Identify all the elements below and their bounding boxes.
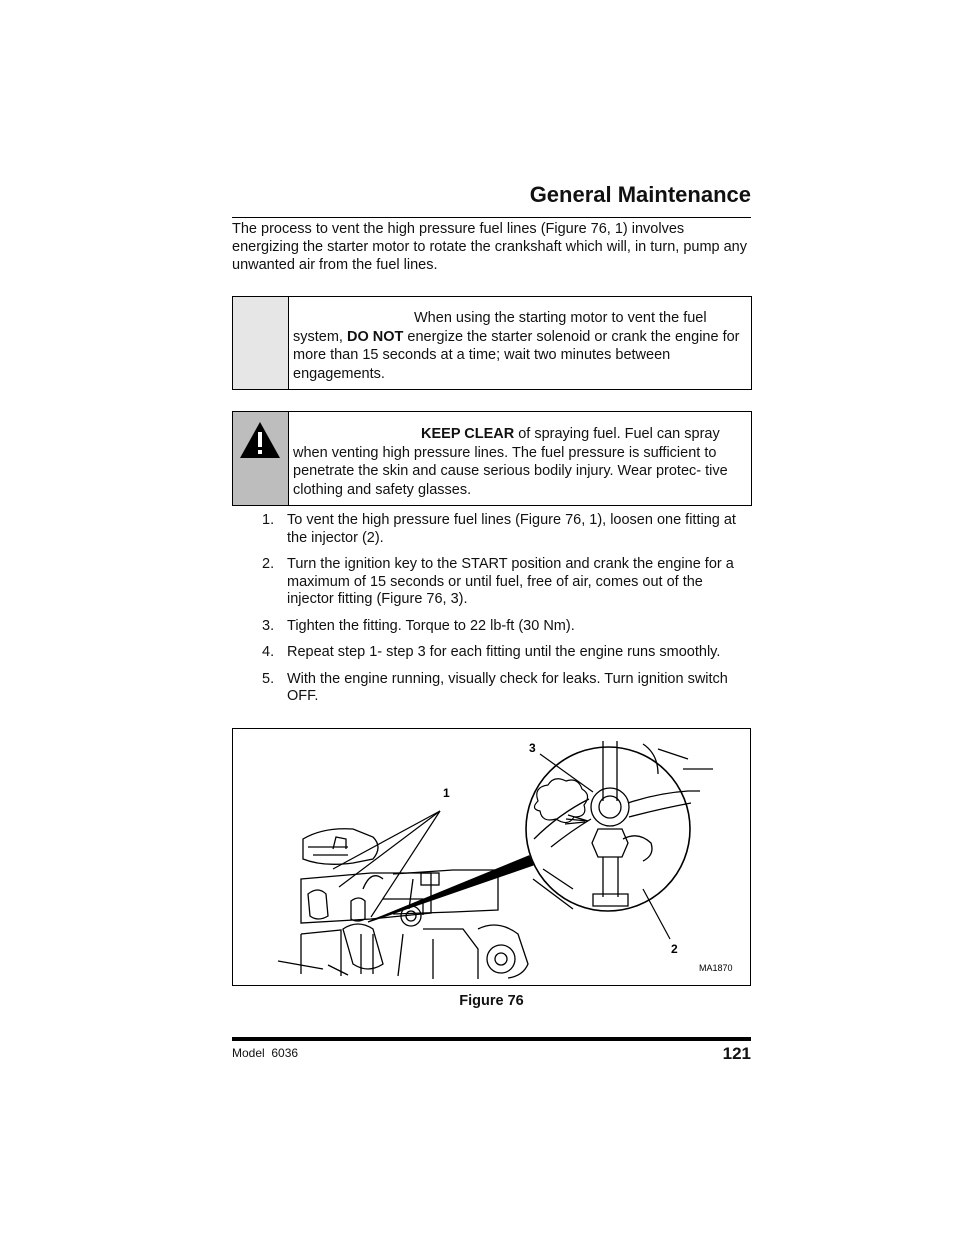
list-item: 2. Turn the ignition key to the START position and crank the engine for a maximum of 15 seconds or until fuel, free of air, comes out of the injector fitting (Figure 76, 3). [262, 556, 734, 607]
important-emphasis: DO NOT [346, 328, 404, 345]
warning-rest: of spraying fuel. Fuel can spray when venting high pressure lines. The fuel pressure is sufficient to penetrate the skin and cause serious bodily injury. Wear protec- tive clothing and safety glasses. [293, 426, 728, 498]
warning-side-panel [233, 412, 289, 505]
important-box [232, 296, 752, 390]
header-rule [232, 217, 751, 218]
list-item: 1. To vent the high pressure fuel lines (Figure 76, 1), loosen one fitting at the injector (2). [262, 512, 736, 546]
figure-76 [232, 728, 751, 986]
callout-1: 1 [443, 786, 450, 800]
figure-reference-code: MA1870 [699, 963, 733, 973]
important-side-panel [233, 297, 289, 389]
list-item: 3. Tighten the fitting. Torque to 22 lb-ft (30 Nm). [262, 617, 575, 634]
warning-box [232, 411, 752, 506]
list-item: 4. Repeat step 1- step 3 for each fitting until the engine runs smoothly. [262, 644, 721, 660]
footer-rule [232, 1037, 751, 1041]
important-lead: When using the starting motor to vent the fuel system, [293, 310, 707, 345]
engine-illustration [233, 729, 750, 985]
important-text [293, 309, 745, 383]
section-title: General Maintenance [529, 182, 751, 207]
intro-paragraph: The process to vent the high pressure fuel lines (Figure 76, 1) involves energizing the starter motor to rotate the crankshaft which will, in turn, pump any unwanted air from the fuel lines. [232, 221, 747, 273]
warning-emphasis: KEEP CLEAR [421, 426, 515, 442]
procedure-steps [262, 512, 752, 715]
important-rest: energize the starter solenoid or crank the engine for more than 15 seconds at a time; wait two minutes between engagements. [293, 328, 740, 382]
warning-icon [233, 412, 288, 505]
model-label: Model 6036 [232, 1046, 299, 1060]
list-item: 5. With the engine running, visually check for leaks. Turn ignition switch OFF. [262, 670, 728, 704]
warning-text [293, 425, 745, 499]
callout-3: 3 [529, 741, 536, 755]
page-number: 121 [722, 1044, 751, 1063]
figure-caption: Figure 76 [459, 993, 524, 1009]
callout-2: 2 [671, 942, 678, 956]
